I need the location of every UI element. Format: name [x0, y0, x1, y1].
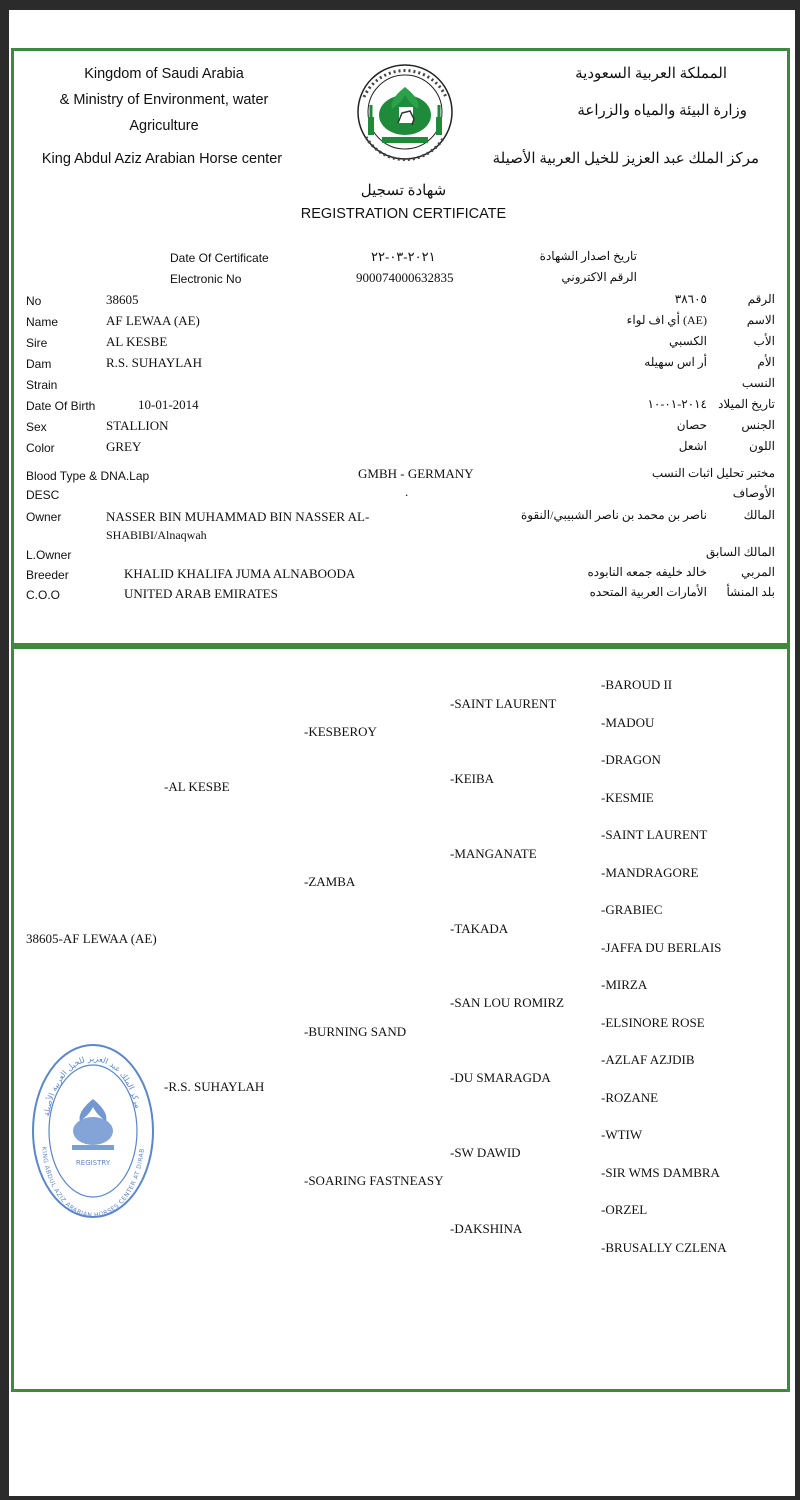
pedigree-gen4-6: -MANDRAGORE — [601, 865, 699, 880]
pedigree-gen3-6: -DU SMARAGDA — [450, 1070, 551, 1085]
desc-label-ar: الأوصاف — [732, 486, 775, 500]
pedigree-gen2-2: -ZAMBA — [304, 874, 356, 889]
breeder-value-ar: خالد خليفه جمعه النابوده — [587, 565, 707, 579]
owner-value-ar: ناصر بن محمد بن ناصر الشبيبي/النقوة — [520, 508, 707, 522]
dam-value-ar: أر اس سهيله — [644, 355, 707, 369]
no-label-ar: الرقم — [747, 292, 775, 306]
frame-left — [0, 0, 9, 1500]
frame-top — [0, 0, 800, 10]
desc-label: DESC — [26, 488, 60, 502]
header-en-center: King Abdul Aziz Arabian Horse center — [41, 151, 283, 167]
pedigree-gen3-7: -SW DAWID — [450, 1145, 521, 1160]
name-value-ar: (AE) أي اف لواء — [626, 313, 707, 327]
pedigree-gen2-4: -SOARING FASTNEASY — [304, 1173, 444, 1188]
pedigree-gen4-3: -DRAGON — [601, 752, 661, 767]
no-value: 38605 — [106, 292, 139, 307]
pedigree-gen4-10: -ELSINORE ROSE — [601, 1015, 705, 1030]
date-of-certificate-label: Date Of Certificate — [170, 251, 269, 265]
pedigree-gen4-13: -WTIW — [601, 1127, 643, 1142]
date-of-certificate-label-ar: تاريخ اصدار الشهادة — [539, 249, 637, 263]
header-english — [14, 61, 314, 139]
breeder-label: Breeder — [26, 568, 69, 582]
color-label: Color — [26, 441, 55, 455]
pedigree-gen4-9: -MIRZA — [601, 977, 648, 992]
owner-value-line2: SHABIBI/Alnaqwah — [106, 528, 207, 542]
electronic-no-value: 900074000632835 — [356, 270, 454, 285]
pedigree-gen4-16: -BRUSALLY CZLENA — [601, 1240, 727, 1255]
pedigree-gen3-8: -DAKSHINA — [450, 1221, 523, 1236]
header-en-line2: & Ministry of Environment, water — [59, 92, 269, 108]
coo-label: C.O.O — [26, 588, 61, 602]
pedigree-gen4-2: -MADOU — [601, 715, 655, 730]
sex-value: STALLION — [106, 418, 169, 433]
stamp-text-bottom: KING ABDUL AZIZ ARABIAN HORSES CENTER AT DIRAB — [40, 1146, 146, 1220]
breeder-label-ar: المربي — [741, 565, 775, 579]
sire-label: Sire — [26, 336, 48, 350]
sex-value-ar: حصان — [676, 418, 707, 432]
no-value-ar: ٣٨٦٠٥ — [674, 292, 707, 306]
sire-value: AL KESBE — [106, 334, 168, 349]
title-arabic: شهادة تسجيل — [360, 183, 447, 199]
name-label: Name — [26, 315, 59, 329]
pedigree-gen3-2: -KEIBA — [450, 771, 495, 786]
breeder-value: KHALID KHALIFA JUMA ALNABOODA — [124, 566, 356, 581]
electronic-no-label-ar: الرقم الاكتروني — [561, 270, 637, 284]
blood-type-label-ar: مختبر تحليل اثبات النسب — [651, 466, 775, 480]
electronic-no-label: Electronic No — [170, 272, 242, 286]
pedigree-gen4-7: -GRABIEC — [601, 902, 663, 917]
frame-right — [795, 0, 800, 1500]
pedigree-panel — [11, 646, 790, 1392]
owner-label: Owner — [26, 510, 62, 524]
pedigree-gen3-1: -SAINT LAURENT — [450, 696, 557, 711]
dam-label-ar: الأم — [757, 355, 775, 369]
owner-value-line1: NASSER BIN MUHAMMAD BIN NASSER AL- — [106, 509, 370, 524]
title-english: REGISTRATION CERTIFICATE — [300, 206, 507, 222]
stamp-text-top: مركز الملك عبد العزيز للخيل العربية الأصيلة — [42, 1053, 143, 1117]
name-label-ar: الاسم — [746, 313, 775, 327]
blood-type-label: Blood Type & DNA.Lap — [26, 469, 150, 483]
pedigree-sire: -AL KESBE — [164, 779, 230, 794]
header-ar-line2: وزارة البيئة والمياه والزراعة — [577, 103, 747, 119]
pedigree-gen4-12: -ROZANE — [601, 1090, 659, 1105]
coo-value: UNITED ARAB EMIRATES — [124, 586, 278, 601]
ministry-logo-icon — [350, 57, 460, 187]
strain-label-ar: النسب — [741, 376, 775, 390]
owner-label-ar: المالك — [743, 508, 775, 522]
sire-value-ar: الكسبي — [669, 334, 707, 348]
sire-label-ar: الأب — [753, 334, 775, 348]
no-label: No — [26, 294, 42, 308]
lowner-label-ar: المالك السابق — [705, 545, 775, 559]
coo-label-ar: بلد المنشأ — [726, 585, 775, 599]
date-of-birth-label-ar: تاريخ الميلاد — [718, 397, 775, 411]
header-en-line1: Kingdom of Saudi Arabia — [84, 66, 244, 82]
pedigree-gen4-15: -ORZEL — [601, 1202, 648, 1217]
pedigree-gen3-3: -MANGANATE — [450, 846, 537, 861]
strain-label: Strain — [26, 378, 58, 392]
registry-stamp-icon — [28, 1041, 158, 1221]
header-ar-center: مركز الملك عبد العزيز للخيل العربية الأصيلة — [492, 151, 759, 167]
pedigree-gen4-5: -SAINT LAURENT — [601, 827, 708, 842]
pedigree-gen4-14: -SIR WMS DAMBRA — [601, 1165, 720, 1180]
header-en-line3: Agriculture — [129, 118, 199, 134]
header-ar-line1: المملكة العربية السعودية — [575, 66, 727, 82]
pedigree-gen4-1: -BAROUD II — [601, 677, 673, 692]
date-of-birth-value: 10-01-2014 — [138, 397, 199, 412]
pedigree-gen3-4: -TAKADA — [450, 921, 509, 936]
desc-value: . — [405, 484, 409, 499]
pedigree-gen4-4: -KESMIE — [601, 790, 654, 805]
dam-label: Dam — [26, 357, 52, 371]
lowner-label: L.Owner — [26, 548, 72, 562]
date-of-certificate-value: ٢٠٢١-٠٣-٢٢ — [371, 249, 436, 264]
pedigree-gen3-5: -SAN LOU ROMIRZ — [450, 995, 565, 1010]
frame-bottom — [0, 1496, 800, 1500]
registration-panel — [11, 48, 790, 646]
color-value: GREY — [106, 439, 142, 454]
blood-type-value: GMBH - GERMANY — [358, 466, 474, 481]
sex-label: Sex — [26, 420, 47, 434]
coo-value-ar: الأمارات العربية المتحده — [589, 585, 707, 599]
date-of-birth-value-ar: ٢٠١٤-٠١-١٠ — [647, 397, 707, 411]
dam-value: R.S. SUHAYLAH — [106, 355, 202, 370]
date-of-birth-label: Date Of Birth — [26, 399, 96, 413]
pedigree-dam: -R.S. SUHAYLAH — [164, 1079, 265, 1094]
name-value: AF LEWAA (AE) — [106, 313, 200, 328]
color-value-ar: اشعل — [678, 439, 707, 453]
pedigree-gen4-11: -AZLAF AZJDIB — [601, 1052, 695, 1067]
owner-value — [106, 508, 369, 544]
pedigree-gen2-3: -BURNING SAND — [304, 1024, 407, 1039]
pedigree-subject: 38605-AF LEWAA (AE) — [26, 931, 157, 946]
sex-label-ar: الجنس — [741, 418, 775, 432]
pedigree-gen2-1: -KESBEROY — [304, 724, 377, 739]
pedigree-gen4-8: -JAFFA DU BERLAIS — [601, 940, 722, 955]
color-label-ar: اللون — [749, 439, 775, 453]
stamp-center-text: REGISTRY — [75, 1159, 111, 1167]
